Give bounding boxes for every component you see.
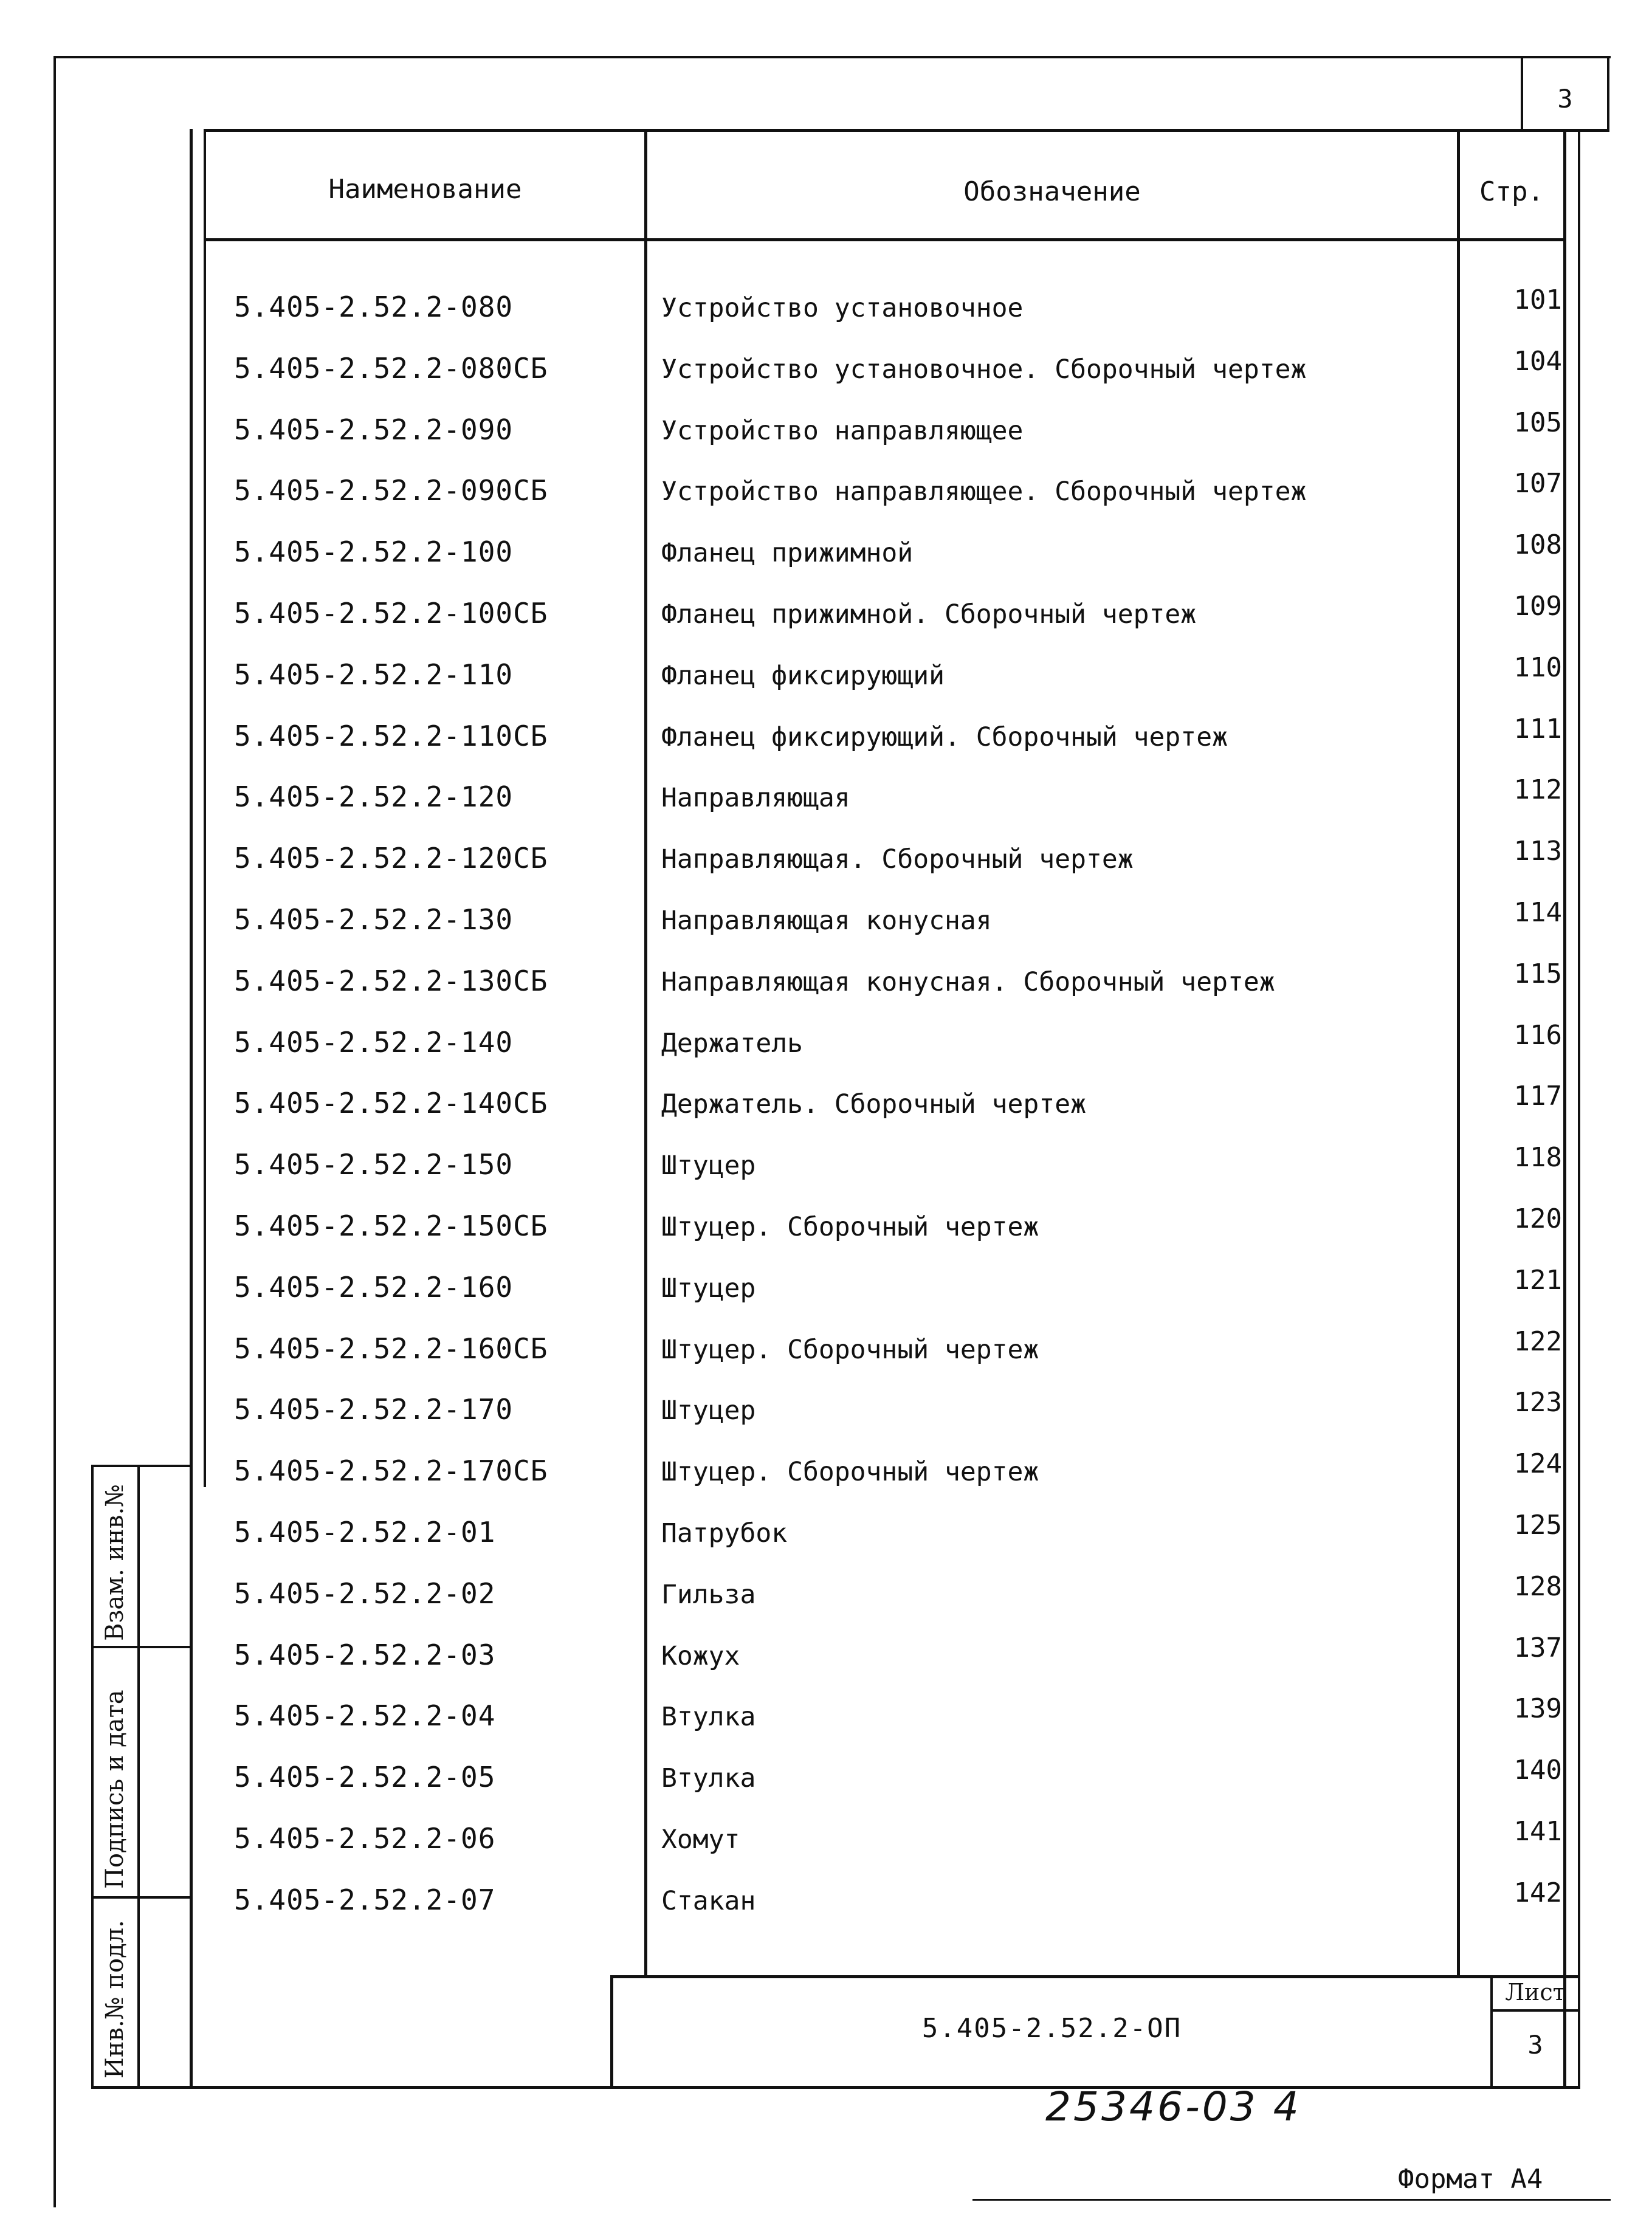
row-page: 125: [1513, 1510, 1562, 1541]
row-page: 115: [1513, 958, 1562, 989]
outer-top-border: [53, 56, 1611, 58]
row-page: 142: [1513, 1877, 1562, 1908]
row-code: 5.405-2.52.2-05: [234, 1761, 496, 1793]
side-stamp-left: [91, 1465, 94, 2088]
row-code: 5.405-2.52.2-07: [234, 1883, 496, 1916]
title-block-top: [610, 1975, 1580, 1978]
row-name: Кожух: [661, 1641, 740, 1671]
format-underline: [972, 2199, 1611, 2201]
row-code: 5.405-2.52.2-120: [234, 780, 514, 813]
row-code: 5.405-2.52.2-100СБ: [234, 597, 548, 630]
row-page: 117: [1513, 1081, 1562, 1112]
row-code: 5.405-2.52.2-100: [234, 535, 514, 568]
row-page: 101: [1513, 284, 1562, 315]
row-page: 120: [1513, 1203, 1562, 1234]
sheet-number-top: 3: [1557, 84, 1573, 114]
side-stamp-replaced-inv: Взам. инв.№: [101, 1484, 129, 1641]
row-code: 5.405-2.52.2-110СБ: [234, 720, 548, 752]
row-name: Втулка: [661, 1702, 756, 1732]
row-page: 122: [1513, 1326, 1562, 1357]
side-stamp-inv-orig: Инв.№ подл.: [101, 1920, 129, 2079]
row-page: 105: [1513, 407, 1562, 438]
row-page: 116: [1513, 1020, 1562, 1051]
row-page: 107: [1513, 468, 1562, 499]
row-page: 140: [1513, 1755, 1562, 1786]
row-name: Устройство установочное: [661, 293, 1024, 323]
header-page: Стр.: [1479, 176, 1544, 207]
outer-left-border: [53, 56, 56, 2207]
row-name: Фланец фиксирующий. Сборочный чертеж: [661, 722, 1228, 752]
header-designation: Обозначение: [963, 176, 1141, 207]
sheet-label: Лист: [1505, 1979, 1566, 2006]
row-code: 5.405-2.52.2-090: [234, 413, 514, 446]
row-code: 5.405-2.52.2-170СБ: [234, 1454, 548, 1487]
row-page: 141: [1513, 1816, 1562, 1847]
side-stamp-top: [91, 1465, 190, 1467]
row-code: 5.405-2.52.2-140: [234, 1026, 514, 1059]
table-header-bottom: [204, 238, 1566, 241]
row-name: Направляющая: [661, 783, 850, 813]
table-bottom-border: [91, 2086, 1580, 2089]
row-name: Штуцер. Сборочный чертеж: [661, 1335, 1039, 1365]
side-stamp-mid: [137, 1465, 140, 2088]
side-stamp-div-1: [91, 1646, 190, 1648]
col-divider-2: [1457, 129, 1460, 1976]
side-stamp-signature-date: Подпись и дата: [101, 1690, 129, 1889]
row-page: 112: [1513, 774, 1562, 805]
row-name: Фланец прижимной: [661, 538, 914, 568]
row-page: 118: [1513, 1142, 1562, 1173]
row-name: Фланец фиксирующий: [661, 661, 945, 691]
row-name: Втулка: [661, 1763, 756, 1793]
row-name: Держатель. Сборочный чертеж: [661, 1089, 1086, 1119]
row-name: Штуцер. Сборочный чертеж: [661, 1212, 1039, 1242]
header-name: Наименование: [328, 174, 522, 205]
row-page: 104: [1513, 346, 1562, 377]
row-name: Штуцер: [661, 1150, 756, 1181]
row-code: 5.405-2.52.2-03: [234, 1639, 496, 1671]
row-code: 5.405-2.52.2-04: [234, 1699, 496, 1732]
row-code: 5.405-2.52.2-06: [234, 1822, 496, 1855]
row-name: Направляющая. Сборочный чертеж: [661, 844, 1134, 875]
row-page: 113: [1513, 836, 1562, 867]
row-name: Устройство установочное. Сборочный чертеж: [661, 354, 1307, 385]
row-name: Фланец прижимной. Сборочный чертеж: [661, 599, 1197, 630]
sheet-number: 3: [1527, 2030, 1543, 2060]
row-page: 110: [1513, 652, 1562, 683]
row-page: 111: [1513, 714, 1562, 745]
row-name: Направляющая конусная. Сборочный чертеж: [661, 967, 1275, 997]
row-code: 5.405-2.52.2-01: [234, 1516, 496, 1549]
row-name: Штуцер: [661, 1273, 756, 1304]
row-code: 5.405-2.52.2-140СБ: [234, 1087, 548, 1119]
document-code: 5.405-2.52.2-ОП: [921, 2013, 1182, 2044]
row-code: 5.405-2.52.2-110: [234, 658, 514, 691]
row-code: 5.405-2.52.2-02: [234, 1577, 496, 1610]
table-left-border: [190, 129, 193, 2088]
row-name: Патрубок: [661, 1518, 788, 1549]
side-stamp-div-2: [91, 1896, 190, 1899]
row-code: 5.405-2.52.2-130СБ: [234, 965, 548, 997]
row-page: 108: [1513, 529, 1562, 560]
row-name: Направляющая конусная: [661, 906, 992, 936]
row-code: 5.405-2.52.2-080СБ: [234, 352, 548, 385]
table-right-border-outer: [1578, 129, 1580, 2088]
row-code: 5.405-2.52.2-160: [234, 1271, 514, 1304]
title-block-sheet-mid: [1490, 2009, 1580, 2012]
row-name: Штуцер: [661, 1395, 756, 1426]
handwritten-number: 25346-03 4: [1045, 2083, 1301, 2130]
row-code: 5.405-2.52.2-090СБ: [234, 474, 548, 507]
row-code: 5.405-2.52.2-150СБ: [234, 1209, 548, 1242]
row-name: Штуцер. Сборочный чертеж: [661, 1457, 1039, 1487]
table-top-border: [204, 129, 1609, 132]
sheet-box-right: [1607, 56, 1609, 129]
row-code: 5.405-2.52.2-170: [234, 1393, 514, 1426]
row-name: Устройство направляющее: [661, 416, 1024, 446]
row-code: 5.405-2.52.2-120СБ: [234, 842, 548, 875]
row-page: 139: [1513, 1693, 1562, 1724]
row-page: 109: [1513, 591, 1562, 622]
row-name: Стакан: [661, 1886, 756, 1916]
table-right-border: [1563, 129, 1566, 2088]
row-page: 114: [1513, 897, 1562, 928]
row-name: Держатель: [661, 1028, 803, 1059]
row-name: Гильза: [661, 1580, 756, 1610]
col-divider-1: [644, 129, 647, 1976]
row-page: 128: [1513, 1571, 1562, 1602]
row-page: 124: [1513, 1448, 1562, 1479]
row-page: 121: [1513, 1265, 1562, 1296]
row-code: 5.405-2.52.2-150: [234, 1148, 514, 1181]
row-page: 137: [1513, 1632, 1562, 1663]
row-name: Устройство направляющее. Сборочный чертеж: [661, 476, 1307, 507]
row-name: Хомут: [661, 1824, 740, 1855]
row-code: 5.405-2.52.2-130: [234, 903, 514, 936]
table-left-border-inner: [204, 129, 206, 1487]
row-code: 5.405-2.52.2-080: [234, 291, 514, 323]
format-label: Формат А4: [1398, 2164, 1543, 2195]
row-page: 123: [1513, 1387, 1562, 1418]
row-code: 5.405-2.52.2-160СБ: [234, 1332, 548, 1365]
